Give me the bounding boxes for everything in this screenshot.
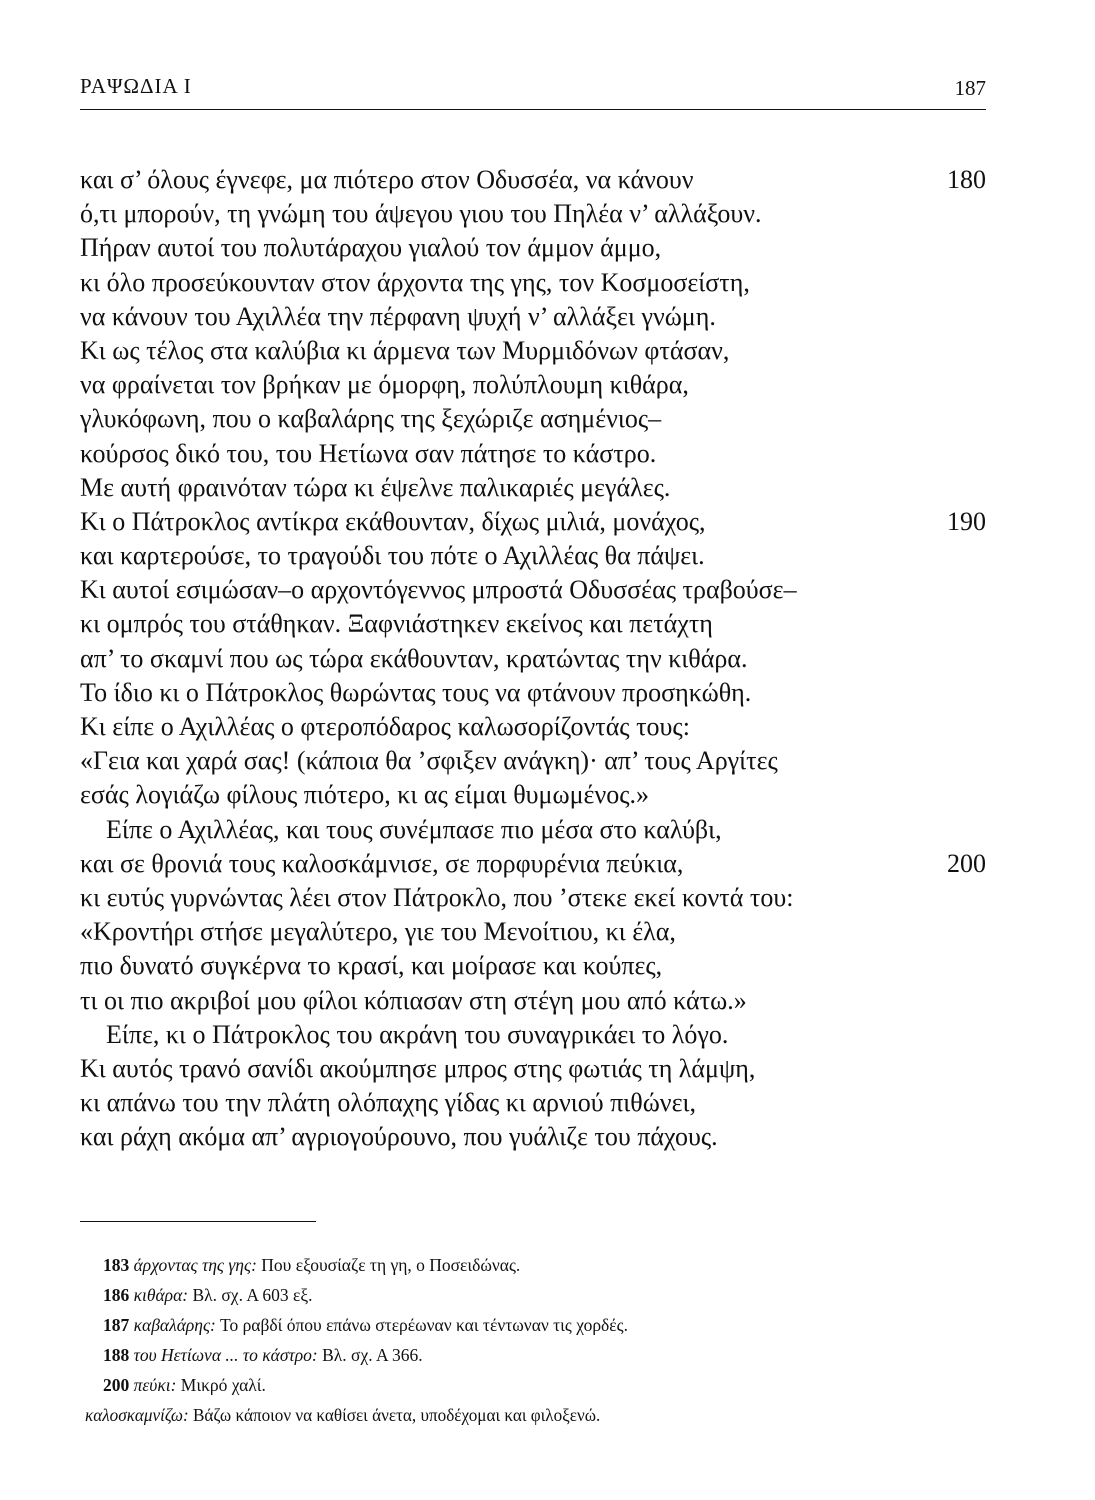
verse-text: Κι ο Πάτροκλος αντίκρα εκάθουνταν, δίχως μιλιά, μονάχος, [80,506,706,536]
footnote-text: Βάζω κάποιον να καθίσει άνετα, υποδέχομαι και φιλοξενώ. [192,1405,601,1425]
verse-line [80,881,986,915]
verse-line [80,1120,986,1154]
footnote-text: Μικρό χαλί. [180,1375,266,1395]
verse-text: «Γεια και χαρά σας! (κάποια θα ’σφιξεν ανάγκη)· απ’ τους Αργίτες [80,746,778,776]
footnote-ref: 186 [103,1285,130,1305]
footnote [85,1400,965,1430]
verse-line [80,984,986,1018]
footnote-text: Το ραβδί όπου επάνω στερέωναν και τέντωναν τις χορδές. [219,1315,628,1335]
footnote-text: Βλ. σχ. Α 366. [322,1345,423,1365]
footnote-text: Βλ. σχ. Α 603 εξ. [192,1285,313,1305]
verse-line [80,607,986,641]
poem-text [80,163,986,1154]
verse-line [80,847,986,881]
verse-text: κι απάνω του την πλάτη ολόπαχης γίδας κι αρνιού πιθώνει, [80,1088,696,1118]
verse-line [80,573,986,607]
verse-line [80,676,986,710]
verse-line [80,437,986,471]
verse-line [80,915,986,949]
verse-line [80,949,986,983]
verse-line [80,744,986,778]
verse-line [80,1052,986,1086]
page-number: 187 [954,76,986,100]
footnote [103,1280,983,1310]
verse-text: και σε θρονιά τους καλοσκάμνισε, σε πορφυρένια πεύκια, [80,848,684,878]
footnote-lemma: καβαλάρης: [133,1315,216,1335]
footnote-text: Που εξουσίαζε τη γη, ο Ποσειδώνας. [261,1255,521,1275]
verse-line [80,813,986,847]
verse-text: ό,τι μπορούν, τη γνώμη του άψεγου γιου του Πηλέα ν’ αλλάξουν. [80,199,762,229]
verse-text: και σ’ όλους έγνεφε, μα πιότερο στον Οδυσσέα, να κάνουν [80,165,694,194]
footnotes [85,1250,983,1430]
verse-line [80,368,986,402]
verse-text: Είπε, κι ο Πάτροκλος του ακράνη του συναγρικάει το λόγο. [106,1019,729,1049]
verse-text: να φραίνεται τον βρήκαν με όμορφη, πολύπλουμη κιθάρα, [80,370,689,400]
verse-line [80,402,986,436]
footnote-ref: 187 [103,1315,130,1335]
verse-text: κι ευτύς γυρνώντας λέει στον Πάτροκλο, που ’στεκε εκεί κοντά του: [80,882,794,912]
verse-line [80,231,986,265]
verse-text: και καρτερούσε, το τραγούδι του πότε ο Αχιλλέας θα πάψει. [80,541,705,571]
verse-text: γλυκόφωνη, που ο καβαλάρης της ξεχώριζε ασημένιος– [80,404,662,434]
line-number: 180 [947,165,986,194]
verse-text: Πήραν αυτοί του πολυτάραχου γιαλού τον άμμον άμμο, [80,233,662,263]
verse-line [80,1018,986,1052]
verse-text: κι όλο προσεύκουνταν στον άρχοντα της γης, τον Κοσμοσείστη, [80,267,750,297]
verse-line [80,266,986,300]
verse-line [80,1086,986,1120]
verse-text: Με αυτή φραινόταν τώρα κι έψελνε παλικαριές μεγάλες. [80,472,671,502]
footnote-lemma: κιθάρα: [133,1285,189,1305]
verse-text: να κάνουν του Αχιλλέα την πέρφανη ψυχή ν’ αλλάξει γνώμη. [80,301,716,331]
verse-line [80,300,986,334]
line-number: 200 [947,848,986,878]
line-number: 190 [947,506,986,536]
footnote [103,1370,983,1400]
verse-text: Κι αυτοί εσιμώσαν–ο αρχοντόγεννος μπροστά Οδυσσέας τραβούσε– [80,575,797,605]
footnote-lemma: του Ηετίωνα ... το κάστρο: [133,1345,318,1365]
footnote-ref: 183 [103,1255,130,1275]
verse-text: τι οι πιο ακριβοί μου φίλοι κόπιασαν στη στέγη μου από κάτω.» [80,985,747,1015]
verse-line [80,197,986,231]
footnote-ref: 188 [103,1345,130,1365]
chapter-title: ΡΑΨΩΔΙΑ Ι [80,74,192,98]
footnote-divider [80,1221,316,1222]
verse-line [80,505,986,539]
verse-text: Είπε ο Αχιλλέας, και τους συνέμπασε πιο μέσα στο καλύβι, [106,814,722,844]
verse-text: Το ίδιο κι ο Πάτροκλος θωρώντας τους να φτάνουν προσηκώθη. [80,677,752,707]
verse-line [80,539,986,573]
verse-text: Κι ως τέλος στα καλύβια κι άρμενα των Μυρμιδόνων φτάσαν, [80,335,730,365]
verse-text: «Κροντήρι στήσε μεγαλύτερο, γιε του Μενοίτιου, κι έλα, [80,917,676,947]
page-header [80,72,986,110]
footnote-lemma: άρχοντας της γης: [133,1255,257,1275]
verse-text: Κι αυτός τρανό σανίδι ακούμπησε μπρος στης φωτιάς τη λάμψη, [80,1053,756,1083]
verse-text: και ράχη ακόμα απ’ αγριογούρουνο, που γυάλιζε του πάχους. [80,1122,718,1152]
verse-text: κούρσος δικό του, του Ηετίωνα σαν πάτησε το κάστρο. [80,438,657,468]
verse-line [80,778,986,812]
verse-text: απ’ το σκαμνί που ως τώρα εκάθουνταν, κρατώντας την κιθάρα. [80,643,748,673]
footnote-ref: 200 [103,1375,130,1395]
header-divider [80,109,986,110]
footnote [103,1250,983,1280]
footnote [103,1310,983,1340]
verse-text: πιο δυνατό συγκέρνα το κρασί, και μοίρασε και κούπες, [80,951,663,981]
verse-line [80,642,986,676]
verse-line [80,163,986,197]
verse-text: εσάς λογιάζω φίλους πιότερο, κι ας είμαι θυμωμένος.» [80,780,650,810]
verse-line [80,334,986,368]
verse-line [80,471,986,505]
verse-text: κι ομπρός του στάθηκαν. Ξαφνιάστηκεν εκείνος και πετάχτη [80,609,713,639]
verse-line [80,710,986,744]
verse-text: Κι είπε ο Αχιλλέας ο φτεροπόδαρος καλωσορίζοντάς τους: [80,712,690,741]
footnote-lemma: καλοσκαμνίζω: [85,1405,189,1425]
footnote-lemma: πεύκι: [133,1375,177,1395]
footnote [103,1340,983,1370]
